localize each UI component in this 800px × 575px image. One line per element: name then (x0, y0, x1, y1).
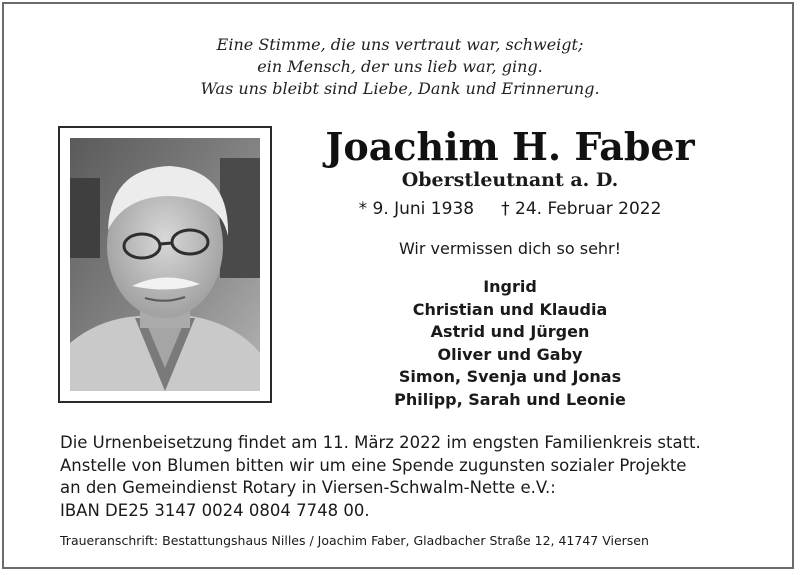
quote-line: Eine Stimme, die uns vertraut war, schweigt; (216, 35, 584, 54)
family-member: Ingrid (483, 277, 537, 296)
photo-frame (58, 126, 272, 403)
birth-date: * 9. Juni 1938 (358, 199, 475, 219)
quote-line: Was uns bleibt sind Liebe, Dank und Erinnerung. (200, 79, 600, 98)
deceased-name: Joachim H. Faber (325, 124, 695, 169)
farewell-message: Wir vermissen dich so sehr! (398, 239, 622, 258)
notice-line: Die Urnenbeisetzung findet am 11. März 2022 im engsten Familienkreis statt. (60, 433, 701, 452)
quote-line: ein Mensch, der uns lieb war, ging. (257, 57, 543, 76)
notice-line: an den Gemeindienst Rotary in Viersen-Schwalm-Nette e.V.: (60, 478, 556, 497)
family-member: Simon, Svenja und Jonas (398, 367, 622, 386)
family-member: Astrid und Jürgen (430, 322, 590, 341)
portrait-image (70, 138, 260, 391)
family-member: Christian und Klaudia (412, 299, 608, 319)
family-member: Oliver und Gaby (437, 344, 583, 364)
funeral-notice (60, 432, 760, 522)
deceased-title: Oberstleutnant a. D. (401, 169, 619, 191)
family-list (300, 276, 720, 411)
death-date: † 24. Februar 2022 (501, 199, 662, 219)
notice-line: IBAN DE25 3147 0024 0804 7748 00. (60, 500, 370, 520)
life-dates (300, 198, 720, 220)
notice-line: Anstelle von Blumen bitten wir um eine Spende zugunsten sozialer Projekte (60, 455, 687, 475)
portrait-photo (70, 138, 260, 391)
family-member: Philipp, Sarah und Leonie (394, 389, 626, 409)
mourning-address: Traueranschrift: Bestattungshaus Nilles / Joachim Faber, Gladbacher Straße 12, 41747 Viersen (60, 533, 649, 548)
memorial-quote (0, 34, 800, 100)
